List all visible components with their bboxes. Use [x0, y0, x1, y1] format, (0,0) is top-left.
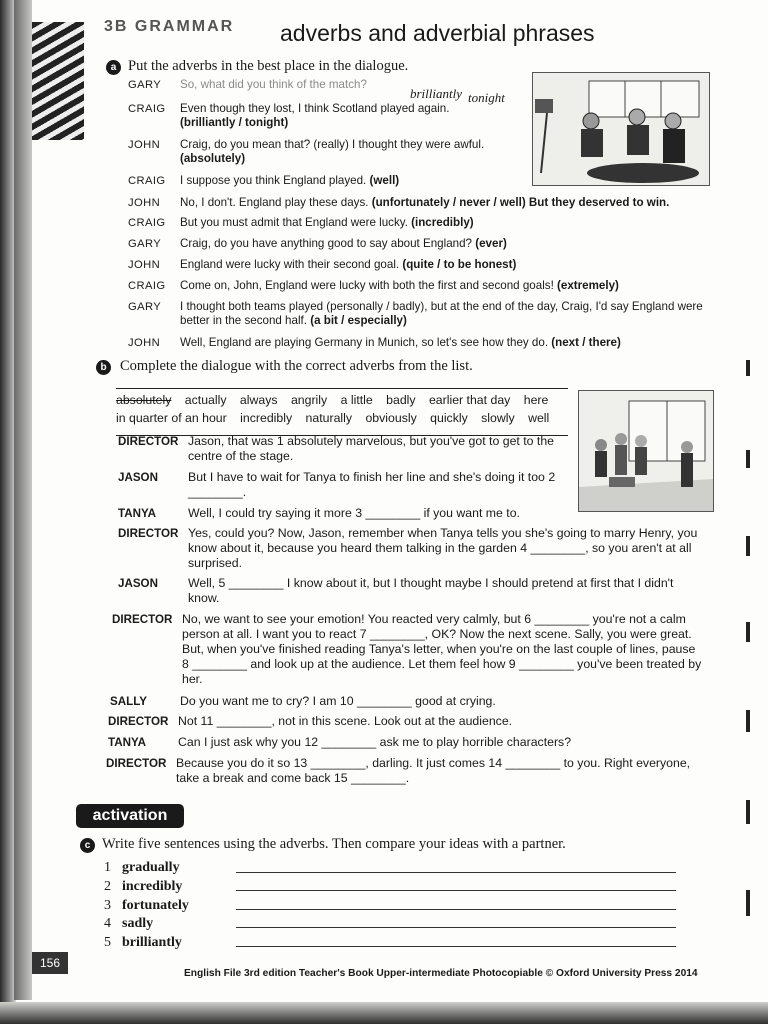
line-text	[180, 196, 710, 210]
line-hint: (a bit / especially)	[310, 314, 407, 327]
handwritten-note: tonight	[468, 90, 505, 105]
speaker: CRAIG	[128, 217, 166, 229]
word-item: always	[239, 393, 278, 407]
word-item: obviously	[365, 411, 417, 425]
theatre-drawing	[579, 391, 713, 511]
word-item: quickly	[430, 411, 468, 425]
exercise-b-badge: b	[96, 360, 111, 375]
exercise-a-badge: a	[106, 60, 121, 75]
line-text: Not 11 ________, not in this scene. Look out at the audience.	[178, 714, 513, 728]
speaker: JASON	[118, 471, 158, 484]
speaker: GARY	[128, 238, 162, 250]
line-body: No, I don't. England play these days.	[180, 196, 369, 209]
speaker: GARY	[128, 79, 162, 91]
word-item: badly	[386, 393, 416, 407]
line-body: But you must admit that England were lucky.	[180, 216, 408, 229]
adverb-item	[104, 935, 182, 951]
adverb-item	[104, 879, 182, 895]
adverb-item	[104, 916, 153, 932]
page-title: adverbs and adverbial phrases	[280, 20, 595, 46]
page-number: 156	[32, 952, 68, 974]
word-list-box	[116, 388, 568, 436]
line-text: Jason, that was 1 absolutely marvelous, but you've got to get to the centre of the stage.	[188, 434, 555, 463]
line-hint: (incredibly)	[411, 216, 474, 229]
sunburst-decoration	[32, 22, 84, 140]
line-hint: (next / there)	[551, 336, 621, 349]
line-body: Craig, do you have anything good to say about England?	[180, 237, 472, 250]
item-word: incredibly	[122, 879, 183, 894]
word-item: well	[528, 411, 550, 425]
line-text	[180, 237, 710, 251]
line-hint: (brilliantly / tonight)	[180, 116, 289, 129]
answer-line[interactable]	[236, 872, 676, 873]
line-text	[180, 336, 710, 350]
word-item: angrily	[290, 393, 328, 407]
sports-tv-drawing	[533, 73, 709, 185]
speaker: GARY	[128, 301, 162, 313]
word-item: incredibly	[240, 411, 293, 425]
line-text	[180, 258, 710, 272]
line-text: But I have to wait for Tanya to finish her line and she's doing it too 2 ________.	[188, 470, 556, 499]
line-text: No, we want to see your emotion! You reacted very calmly, but 6 ________ you're not a calm person at all. I want you to react 7 ________, OK? Now the next scene. Sally, you were great. But, when you've finished reading Tanya's letter, when you're on the last couple of lines, pause 8 ________ and look up at the audience. Let them feel how 9 ________ you've been treated by her.	[182, 612, 702, 686]
line-body: Craig, do you mean that? (really) I thought they were awful.	[180, 138, 485, 151]
speaker: DIRECTOR	[118, 435, 179, 448]
speaker: CRAIG	[128, 103, 166, 115]
answer-line[interactable]	[236, 946, 676, 947]
speaker: TANYA	[118, 507, 157, 520]
speaker: JOHN	[128, 139, 161, 151]
right-margin-marks	[746, 360, 754, 980]
line-text: Can I just ask why you 12 ________ ask me to play horrible characters?	[178, 735, 572, 749]
speaker: CRAIG	[128, 280, 166, 292]
book-gutter	[14, 0, 32, 1000]
item-number: 3	[104, 898, 111, 913]
speaker: CRAIG	[128, 175, 166, 187]
line-body: Well, England are playing Germany in Munich, so let's see how they do.	[180, 336, 549, 349]
line-text: So, what did you think of the match?	[180, 78, 367, 91]
word-list-row	[116, 411, 559, 425]
scan-edge-bottom	[0, 1002, 768, 1024]
line-text: Well, I could try saying it more 3 ________ if you want me to.	[188, 506, 520, 520]
line-text	[180, 279, 710, 293]
speaker: JOHN	[128, 337, 161, 349]
activation-header: activation	[76, 804, 184, 828]
speaker: TANYA	[108, 736, 147, 749]
item-number: 1	[104, 860, 111, 875]
line-hint: (ever)	[475, 237, 507, 250]
line-text	[180, 300, 710, 328]
speaker: JASON	[118, 577, 158, 590]
adverb-item	[104, 898, 189, 914]
sports-tv-illustration	[532, 72, 710, 186]
word-item: in quarter of an hour	[116, 411, 227, 425]
line-body: I thought both teams played (personally / badly), but at the end of the day, Craig, I'd say England were better in the second half.	[180, 300, 703, 327]
word-item: earlier that day	[428, 393, 511, 407]
line-hint: (quite / to be honest)	[402, 258, 517, 271]
line-body: I suppose you think England played.	[180, 174, 367, 187]
line-body: Even though they lost, I think Scotland played again.	[180, 102, 450, 115]
word-item: slowly	[481, 411, 515, 425]
exercise-c-badge: c	[80, 838, 95, 853]
word-item: here	[523, 393, 549, 407]
line-text: Because you do it so 13 ________, darling. It just comes 14 ________ to you. Right everyone, take a break and come back 15 ________.	[176, 756, 691, 785]
speaker: DIRECTOR	[106, 757, 167, 770]
line-text	[180, 216, 710, 230]
line-hint: (unfortunately / never / well) But they deserved to win.	[371, 196, 670, 209]
speaker: DIRECTOR	[112, 613, 173, 626]
exercise-a-instruction: Put the adverbs in the best place in the dialogue.	[128, 58, 409, 74]
line-text	[180, 138, 540, 166]
footer-credit: English File 3rd edition Teacher's Book Upper-intermediate Photocopiable © Oxford University Press 2014	[184, 968, 698, 979]
line-text: Do you want me to cry? I am 10 ________ good at crying.	[180, 694, 496, 708]
item-number: 4	[104, 916, 111, 931]
adverb-item	[104, 860, 180, 876]
line-text: Well, 5 ________ I know about it, but I thought maybe I should pretend at first that I didn't know.	[188, 576, 674, 605]
handwritten-note: brilliantly	[410, 86, 462, 101]
section-code: 3B GRAMMAR	[104, 18, 235, 35]
word-item: naturally	[305, 411, 353, 425]
word-list-row	[116, 393, 558, 407]
item-word: gradually	[122, 860, 180, 875]
line-body: Come on, John, England were lucky with both the first and second goals!	[180, 279, 554, 292]
theatre-illustration	[578, 390, 714, 512]
speaker: JOHN	[128, 197, 161, 209]
line-hint: (extremely)	[557, 279, 619, 292]
answer-line[interactable]	[236, 927, 676, 928]
speaker: JOHN	[128, 259, 161, 271]
exercise-b-instruction: Complete the dialogue with the correct adverbs from the list.	[120, 358, 473, 374]
line-hint: (well)	[369, 174, 400, 187]
speaker: DIRECTOR	[118, 527, 179, 540]
exercise-c-instruction: Write five sentences using the adverbs. Then compare your ideas with a partner.	[102, 836, 566, 852]
word-item: actually	[184, 393, 227, 407]
item-word: brilliantly	[122, 935, 182, 950]
speaker: DIRECTOR	[108, 715, 169, 728]
item-word: sadly	[122, 916, 154, 931]
line-body: England were lucky with their second goal.	[180, 258, 400, 271]
line-text: Yes, could you? Now, Jason, remember when Tanya tells you she's going to marry Henry, you know about it, because you heard them talking in the garden 4 ________, so you aren't at all surprised.	[188, 526, 698, 570]
speaker: SALLY	[110, 695, 147, 708]
item-number: 5	[104, 935, 111, 950]
word-item: absolutely	[116, 393, 172, 407]
item-number: 2	[104, 879, 111, 894]
item-word: fortunately	[122, 898, 189, 913]
word-item: a little	[340, 393, 373, 407]
answer-line[interactable]	[236, 909, 676, 910]
answer-line[interactable]	[236, 890, 676, 891]
line-hint: (absolutely)	[180, 152, 246, 165]
line-text	[180, 102, 530, 130]
